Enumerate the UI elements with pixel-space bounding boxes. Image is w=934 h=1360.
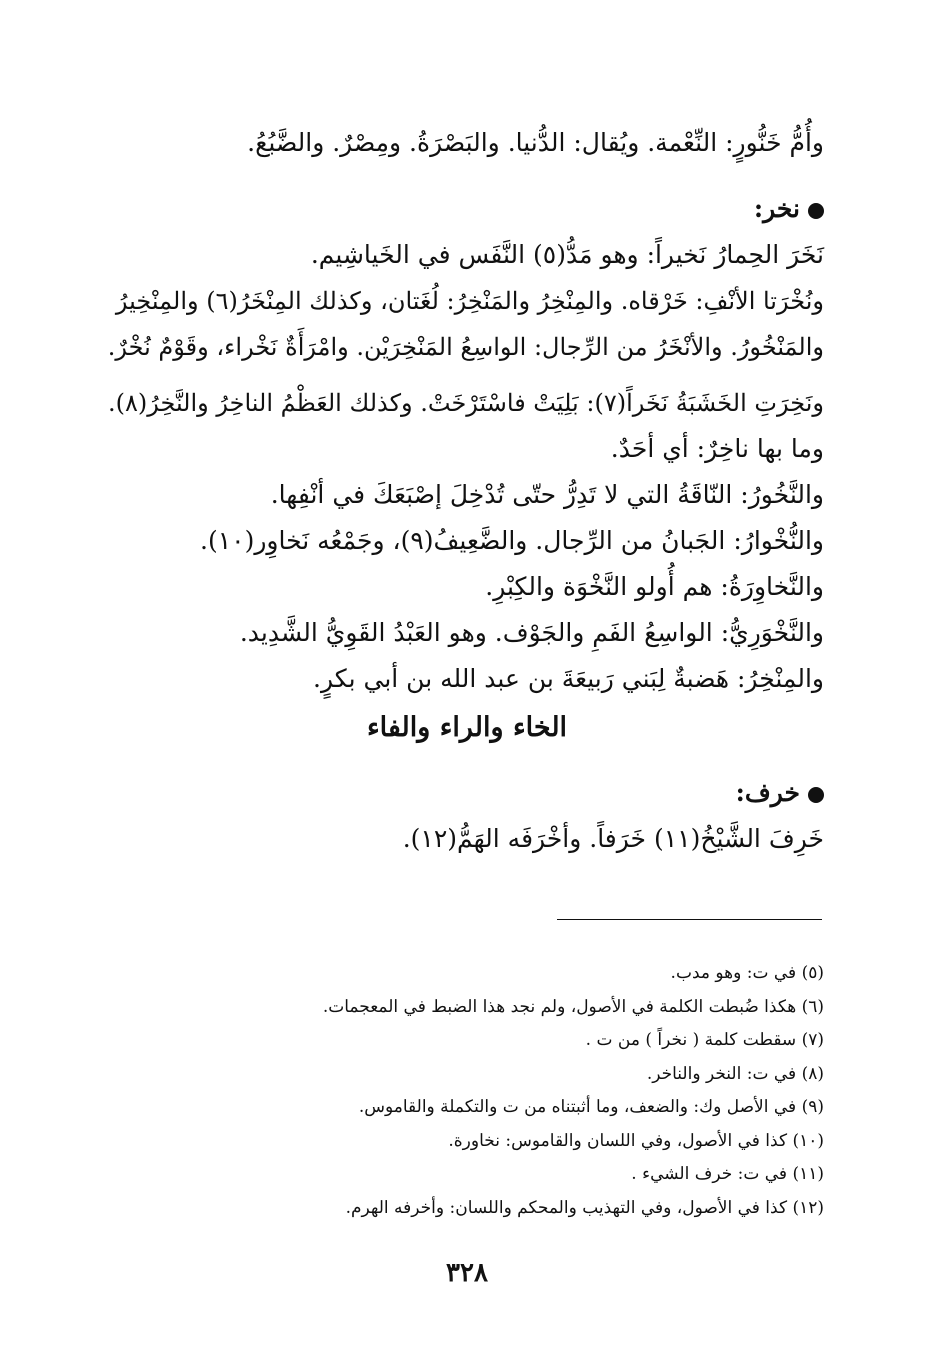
entry-nkhr (104, 186, 824, 702)
footnotes (104, 957, 824, 1225)
text-line: ونَخِرَتِ الخَشَبَةُ نَخَراً(٧): بَلِيَتْ فاسْتَرْخَتْ. وكذلك العَظْمُ الناخِرُ والنَّخِرُ(٨). (107, 389, 824, 417)
top-line-block (104, 120, 824, 166)
section-title: الخاء والراء والفاء (366, 712, 568, 743)
text-line: والمَنْخُورُ. والأنْخَرُ من الرِّجال: الواسِعُ المَنْخِرَيْن. وامْرَأَةٌ نَخْراء، وقَوْمٌ نُخْرٌ. (107, 333, 824, 361)
entry-heading (104, 186, 824, 232)
bullet-icon (808, 203, 824, 219)
text-line: والنَّخُورُ: النّاقَةُ التي لا تَدِرُّ حتّى تُدْخِلَ إصْبَعَكَ في أنْفِها. (270, 480, 824, 509)
page-number: ٣٢٨ (446, 1258, 488, 1288)
entry-heading (104, 770, 824, 816)
entry-heading-text: خرف: (735, 778, 800, 807)
text-line: ونُخْرَتا الأنْفِ: خَرْقاه. والمِنْخِرُ والمَنْخِرُ: لُغَتان، وكذلك المِنْخَرُ(٦) والمِنْخِيرُ (115, 287, 824, 315)
footnote: (٨) في ت: النخر والناخر. (646, 1063, 824, 1084)
text-line: والنَّخاوِرَةُ: هم أُولو النَّخْوَة والكِبْرِ. (485, 572, 824, 601)
text-line: نَخَرَ الحِمارُ نَخيراً: وهو مَدُّ(٥) النَّفَس في الخَياشِيم. (310, 240, 824, 269)
footnote: (٥) في ت: وهو مدب. (670, 963, 824, 983)
footnote: (١٢) كذا في الأصول، وفي التهذيب والمحكم واللسان: وأخرفه الهرم. (345, 1197, 824, 1218)
text-line: خَرِفَ الشَّيْخُ(١١) خَرَفاً. وأخْرَفَه الهَمُّ(١٢). (402, 824, 824, 853)
text-line: والنُّخْوارُ: الجَبانُ من الرِّجال. والضَّعِيفُ(٩)، وجَمْعُه نَخاوِر(١٠). (200, 526, 824, 555)
text-line: وما بها ناخِرٌ: أي أحَدٌ. (610, 434, 824, 463)
footnote: (١١) في ت: خرف الشيء . (631, 1164, 824, 1184)
entry-heading-text: نخر: (753, 194, 800, 223)
footnote: (٧) سقطت كلمة ( نخراً ) من ت . (585, 1030, 824, 1050)
text-line: والمِنْخِرُ: هَضبةٌ لِبَني رَبيعَةَ بن عبد الله بن أبي بكرٍ. (313, 664, 824, 693)
footnote: (١٠) كذا في الأصول، وفي اللسان والقاموس: نخاورة. (448, 1130, 824, 1151)
footnote: (٩) في الأصل وك: والضعف، وما أثبتناه من ت والتكملة والقاموس. (358, 1097, 824, 1117)
bullet-icon (808, 787, 824, 803)
footnote: (٦) هكذا ضُبطت الكلمة في الأصول، ولم نجد هذا الضبط في المعجمات. (322, 996, 824, 1017)
text-line: وأُمُّ خَنُّورٍ: النِّعْمة. ويُقال: الدُّنيا. والبَصْرَةُ. ومِصْرٌ. والضَّبُعُ. (247, 128, 824, 157)
footnote-divider (557, 919, 822, 920)
entry-khrf (104, 770, 824, 862)
text-line: والنَّخْوَرِيُّ: الواسِعُ الفَمِ والجَوْف. وهو العَبْدُ القَوِيُّ الشَّدِيد. (239, 618, 824, 647)
